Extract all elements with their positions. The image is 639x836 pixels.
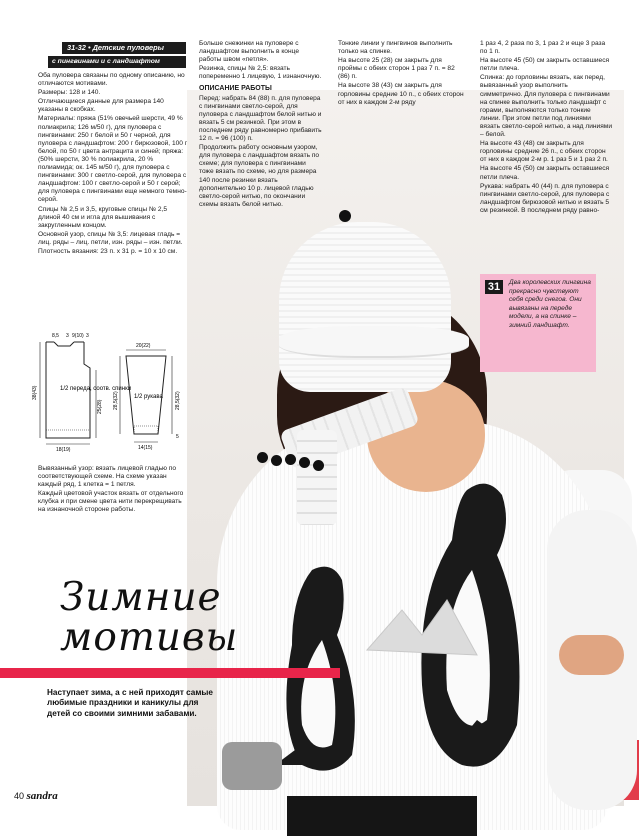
text-back-neck: На высоте 43 (48) см закрыть для горловины средние 26 п., с обеих сторон от них в каждом 2-м р. 1 раз 5 и 1 раз 2 п.: [480, 140, 608, 164]
page-number: 40: [14, 791, 25, 801]
dim-sleeve-bottom: 14(15): [138, 445, 153, 451]
section-subheader: с пингвинами и с ландшафтом: [48, 56, 186, 68]
text-sleeves: Рукава: набрать 40 (44) п. для пуловера с пингвинами светло-серой, для пуловера с ландшафтом бирюзовой нитью и вязать 5 см резинкой. В последнем ряду равно-: [480, 182, 610, 214]
dim-top-1: 8,5: [52, 333, 59, 339]
front-label: 1/2 переда, соотв. спинки: [60, 386, 132, 392]
magazine-brand: sandra: [26, 790, 58, 802]
text-intro: Оба пуловера связаны по одному описанию, но отличаются мотивами.: [38, 72, 185, 88]
column-materials: [38, 72, 188, 257]
pink-divider: [0, 668, 340, 678]
text-materials: Материалы: пряжа (51% овечьей шерсти, 49 % полиакрила; 126 м/50 г), для пуловера с пингвинами: 250 г белой и 50 г черной, для пуловера с ландшафтом: 200 г бирюзовой, 100 г белой, по 50 г цвета антрацита и синей; пряжа: (50% шерсти, 30 % полиакрила, 20 % полиамида; ок. 145 м/50 г), для пуловера с пингвинами: 300 г светло-серой, для пуловера с ландшафтом: 100 г светло-серой и 50 г серой; для пуловера с пингвинами еще немного темно-серой.: [38, 115, 188, 204]
photo-scarf-end: [297, 430, 337, 525]
text-thin-lines: Тонкие линии у пингвинов выполнить только на спинке.: [338, 40, 453, 56]
dim-sleeve-right: 28,5(32): [175, 391, 181, 410]
dim-front-bottom: 18(19): [56, 447, 71, 453]
photo-hat: [279, 222, 451, 392]
text-shoulder: На высоте 45 (50) см закрыть оставшиеся петли плеча.: [480, 57, 610, 73]
dim-top-4: 3: [86, 333, 89, 339]
text-needles: Спицы № 2,5 и 3,5, круговые спицы № 2,5 длиной 40 см и игла для вышивания с закругленным концом.: [38, 205, 168, 229]
photo-hand: [559, 635, 624, 675]
dim-sleeve-top: 20(22): [136, 343, 151, 349]
dim-small: 5: [176, 434, 179, 440]
page-title: [60, 575, 260, 660]
text-base-pattern: Основной узор, спицы № 3,5: лицевая гладь = лиц. ряды – лиц. петли, изн. ряды – изн. петли.: [38, 230, 183, 246]
caption-number: 31: [485, 280, 503, 294]
text-back-shoulder: На высоте 45 (50) см закрыть оставшиеся петли плеча.: [480, 165, 610, 181]
text-neck: На высоте 38 (43) см закрыть для горловины средние 10 п., с обеих сторон от них в каждом 2-м ряду: [338, 82, 464, 106]
text-front: Перед: набрать 84 (88) п. для пуловера с пингвинами светло-серой, для пуловера с ландшафтом белой нитью и вязать 5 см резинкой. При этом в последнем ряду равномерно прибавить 12 п. = 96 (100) п.: [199, 94, 322, 143]
column-instructions-2: [338, 40, 466, 108]
text-continue: Продолжить работу основным узором, для пуловера с ландшафтом вязать по схеме; для пуловера с пингвинами тоже вязать по схеме, но для размера 140 после резинки вязать дополнительно 10 р. лицевой гладью светло-серой нитью, по окончании схемы вязать белой нитью.: [199, 144, 320, 208]
text-snowflakes: Больше снежинки на пуловере с ландшафтом выполнить в конце работы швом «петля».: [199, 40, 299, 64]
page-footer: [14, 790, 58, 802]
text-neck-cont: 1 раз 4, 2 раза по 3, 1 раз 2 и еще 3 раза по 1 п.: [480, 40, 606, 56]
photo-hat-brim: [279, 326, 469, 358]
text-armhole: На высоте 25 (28) см закрыть для проймы с обеих сторон 1 раз 7 п. = 82 (86) п.: [338, 57, 455, 81]
section-header: 31-32 • Детские пуловеры: [62, 42, 186, 54]
text-sizes-note: Отличающиеся данные для размера 140 указаны в скобках.: [38, 98, 164, 114]
text-color-change: Каждый цветовой участок вязать от отдельного клубка и при смене цвета нити перекрещивать на изнаночной стороне работы.: [38, 490, 184, 514]
dim-top-3: 9(10): [72, 333, 84, 339]
text-pattern: Вывязанный узор: вязать лицевой гладью по соответствующей схеме. На схеме указан каждый ряд, 1 клетка = 1 петля.: [38, 465, 177, 489]
dim-top-2: 3: [66, 333, 69, 339]
photo-pompom: [339, 210, 351, 222]
dim-sleeve-left: 28,5(32): [113, 391, 119, 410]
column-pattern-notes: [38, 465, 188, 516]
title-line-1: Зимние: [60, 575, 222, 620]
title-line-2: мотивы: [60, 615, 239, 660]
dim-front-left: 38(43): [32, 385, 38, 400]
photo-skirt: [287, 796, 477, 836]
caption-text: Два королевских пингвина прекрасно чувствуют себя среди снегов. Они вывязаны на переде модели, а на спинке – зимний ландшафт.: [509, 279, 591, 329]
sleeve-label: 1/2 рукава: [134, 394, 163, 400]
text-sizes: Размеры: 128 и 140.: [38, 89, 101, 97]
column-instructions-1: [199, 40, 322, 210]
text-gauge: Плотность вязания: 23 п. x 31 р. = 10 x 10 см.: [38, 247, 178, 255]
heading-work-description: ОПИСАНИЕ РАБОТЫ: [199, 85, 272, 93]
photo-cuff: [222, 742, 282, 790]
text-rib: Резинка, спицы № 2,5: вязать попеременно 1 лицевую, 1 изнаночную.: [199, 65, 322, 81]
column-instructions-3: [480, 40, 612, 216]
dim-front-mid: 25(28): [97, 399, 103, 414]
intro-text: Наступает зима, а с ней приходят самые любимые праздники и каникулы для детей со своими зимними забавами.: [47, 688, 213, 718]
pattern-schematic: [34, 330, 194, 457]
text-back: Спинка: до горловины вязать, как перед, вывязанный узор выполнить симметрично. Для пуловера с пингвинами на спинке выполнить только ландшафт с горами, выполняются только тонкие линии. При этом петли под линиями вязать светло-серой нитью, а над линиями – белой.: [480, 74, 612, 139]
